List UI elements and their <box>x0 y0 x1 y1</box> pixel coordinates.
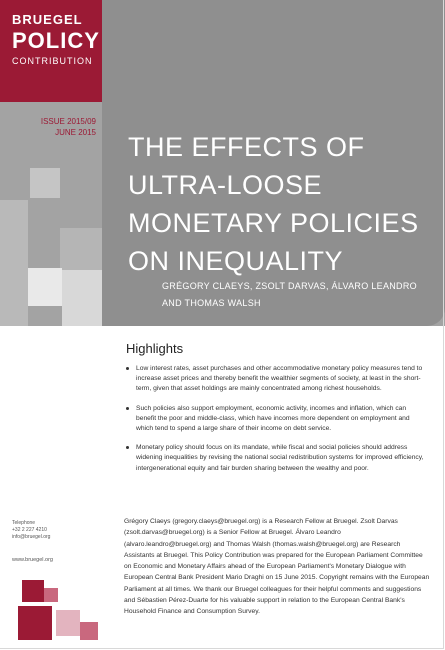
logo-line-2: POLICY <box>12 28 100 53</box>
logo-line-1: BRUEGEL <box>12 12 83 27</box>
issue-date: JUNE 2015 <box>55 128 96 137</box>
highlight-text: Such policies also support employment, economic activity, incomes and inflation, which can benefit the poor and middle-class, which have incomes more dependent on employment and which tend to spend a large share of their income on debt service. <box>136 404 410 433</box>
highlights-heading: Highlights <box>126 341 184 356</box>
contact-email[interactable]: info@bruegel.org <box>12 534 51 540</box>
highlight-text: Monetary policy should focus on its mandate, while fiscal and social policies should address widening inequalities by revising the national social redistribution systems for improved efficiency, intergenerational equity and fair burden sharing between the wealthy and poor. <box>136 444 424 472</box>
telephone-label: Telephone <box>12 520 36 526</box>
author-bio: Grégory Claeys (gregory.claeys@bruegel.org) is a Research Fellow at Bruegel. Zsolt Darvas (zsolt.darvas@bruegel.org) is a Senior Fellow at Bruegel. Álvaro Leandro (alvaro.leandro@bruegel.org) and Thomas Walsh (thomas.walsh@bruegel.org) are Research Assistants at Bruegel. This Policy Contribution was prepared for the European Parliament Committee on Economic and Monetary Affairs ahead of the European Parliament's Monetary Dialogue with European Central Bank President Mario Draghi on 15 June 2015. Copyright remains with the European Parliament at all times. We thank our Bruegel colleagues for their helpful comments and suggestions and Sébastien Pérez-Duarte for his valuable support in relation to the European Central Bank's Household Finance and Consumption Survey. <box>124 518 430 616</box>
logo-line-3: CONTRIBUTION <box>12 56 93 66</box>
document-title: THE EFFECTS OF ULTRA-LOOSE MONETARY POLICIES ON INEQUALITY <box>128 132 419 277</box>
authors: GRÉGORY CLAEYS, ZSOLT DARVAS, ÁLVARO LEANDRO AND THOMAS WALSH <box>162 281 417 308</box>
telephone-number: +32 2 227 4210 <box>12 527 47 533</box>
highlight-text: Low interest rates, asset purchases and other accommodative monetary policy measures tend to increase asset prices and thereby benefit the wealthier segments of society, at least in the short-term, given that asset holdings are mainly concentrated among richest households. <box>136 365 423 393</box>
issue-number: ISSUE 2015/09 <box>40 117 96 126</box>
website-link[interactable]: www.bruegel.org <box>12 557 53 563</box>
